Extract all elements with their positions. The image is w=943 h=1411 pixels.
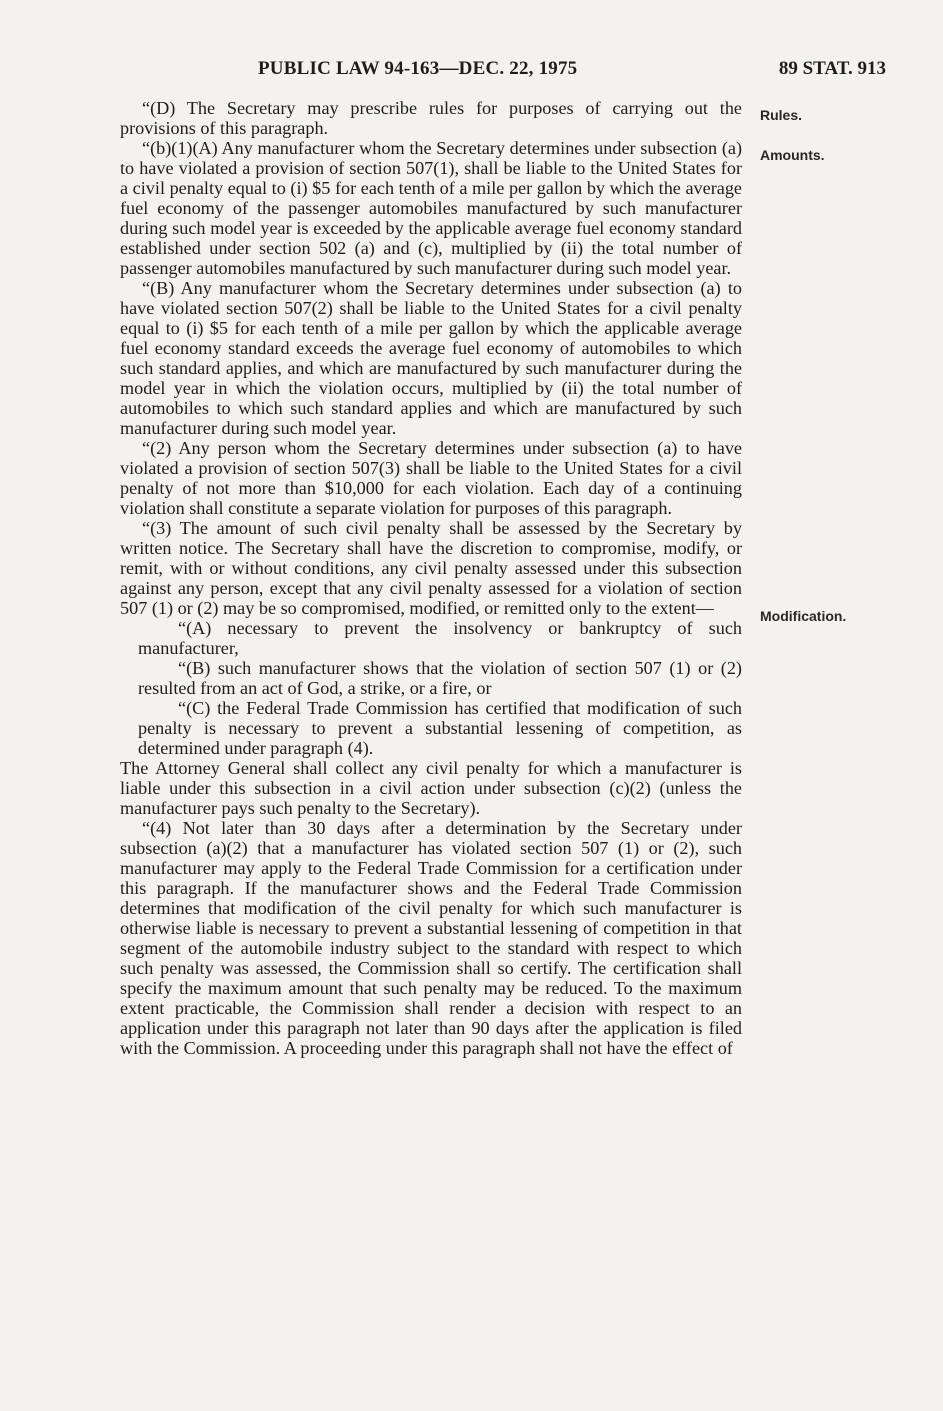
- clause-b: “(B) such manufacturer shows that the violation of section 507 (1) or (2) resulted from an act of God, a strike, or a fire, or: [138, 658, 742, 698]
- paragraph-4: “(4) Not later than 30 days after a determination by the Secretary under subsection (a)(2) that a manufacturer has violated section 507 (1) or (2), such manufacturer may apply to the Federal Trade Commission for a certification under this paragraph. If the manufacturer shows and the Federal Trade Commission determines that modification of the civil penalty for which such manufacturer is otherwise liable is necessary to prevent a substantial lessening of competition in that segment of the automobile industry subject to the standard with respect to which such penalty was assessed, the Commission shall so certify. The certification shall specify the maximum amount that such penalty may be reduced. To the maximum extent practicable, the Commission shall render a decision with respect to an application under this paragraph not later than 90 days after the application is filed with the Commission. A proceeding under this paragraph shall not have the effect of: [120, 818, 742, 1058]
- clause-c: “(C) the Federal Trade Commission has certified that modification of such penalty is necessary to prevent a substantial lessening of competition, as determined under paragraph (4).: [138, 698, 742, 758]
- margin-note-modification: Modification.: [760, 608, 847, 624]
- paragraph-b-1-a: “(b)(1)(A) Any manufacturer whom the Secretary determines under subsection (a) to have violated a provision of section 507(1), shall be liable to the United States for a civil penalty equal to (i) $5 for each tenth of a mile per gallon by which the average fuel economy of the passenger automobiles manufactured by such manufacturer during such model year is exceeded by the applicable average fuel economy standard established under section 502 (a) and (c), multiplied by (ii) the total number of passenger automobiles manufactured by such manufacturer during such model year.: [120, 138, 742, 278]
- document-body: [120, 98, 742, 1058]
- attorney-general-paragraph: The Attorney General shall collect any civil penalty for which a manufacturer is liable under this subsection in a civil action under subsection (c)(2) (unless the manufacturer pays such penalty to the Secretary).: [120, 758, 742, 818]
- paragraph-2: “(2) Any person whom the Secretary determines under subsection (a) to have violated a provision of section 507(3) shall be liable to the United States for a civil penalty of not more than $10,000 for each violation. Each day of a continuing violation shall constitute a separate violation for purposes of this paragraph.: [120, 438, 742, 518]
- header-title: PUBLIC LAW 94-163—DEC. 22, 1975: [258, 58, 578, 79]
- paragraph-1-d: “(D) The Secretary may prescribe rules for purposes of carrying out the provisions of this paragraph.: [120, 98, 742, 138]
- clause-a: “(A) necessary to prevent the insolvency or bankruptcy of such manufacturer,: [138, 618, 742, 658]
- statute-page-number: 89 STAT. 913: [778, 58, 886, 79]
- paragraph-3: “(3) The amount of such civil penalty shall be assessed by the Secretary by written notice. The Secretary shall have the discretion to compromise, modify, or remit, with or without conditions, any civil penalty assessed under this subsection against any person, except that any civil penalty assessed for a violation of section 507 (1) or (2) may be so compromised, modified, or remitted only to the extent—: [120, 518, 742, 618]
- margin-note-amounts: Amounts.: [760, 147, 825, 163]
- margin-note-rules: Rules.: [760, 107, 803, 123]
- paragraph-b-1-b: “(B) Any manufacturer whom the Secretary determines under subsection (a) to have violated section 507(2) shall be liable to the United States for a civil penalty equal to (i) $5 for each tenth of a mile per gallon by which the applicable average fuel economy standard exceeds the average fuel economy of automobiles to which such standard applies, and which are manufactured by such manufacturer during the model year in which the violation occurs, multiplied by (ii) the total number of automobiles to which such standard applies and which are manufactured by such manufacturer during such model year.: [120, 278, 742, 438]
- page-header: [120, 58, 886, 84]
